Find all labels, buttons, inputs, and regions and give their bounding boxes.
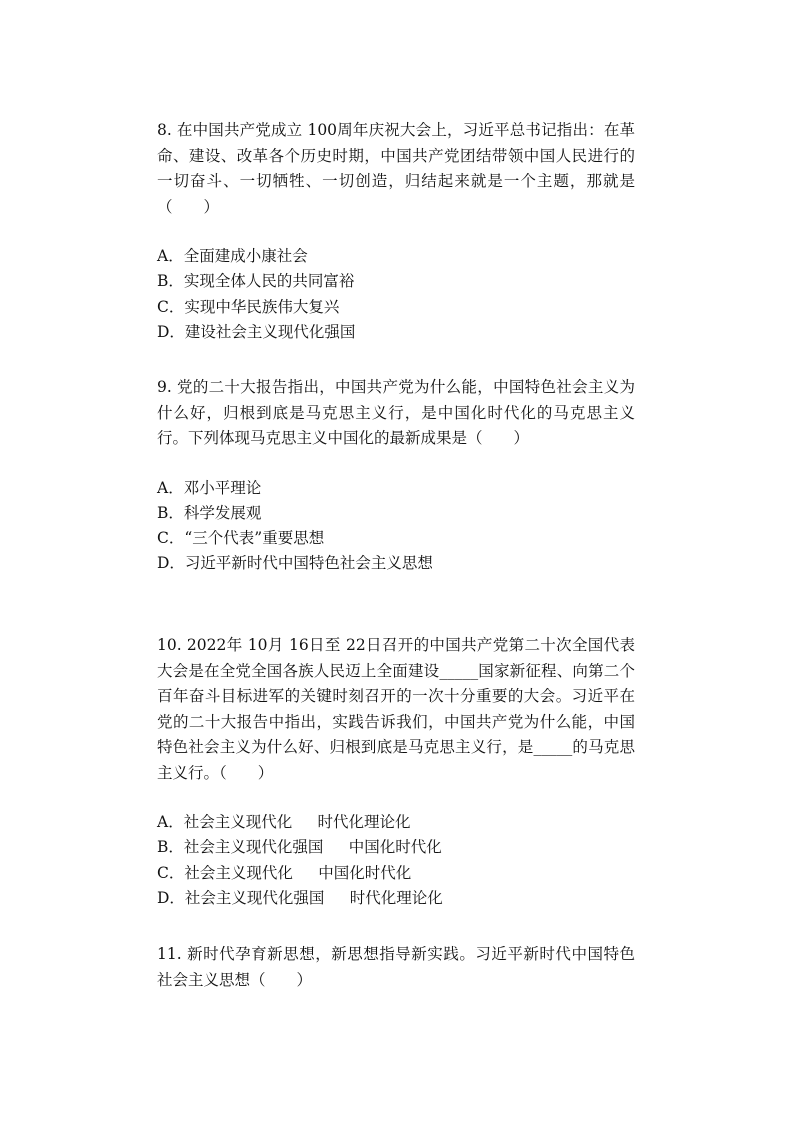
option-d: D．建设社会主义现代化强国 bbox=[157, 322, 356, 341]
question-11 bbox=[157, 942, 635, 993]
option-list bbox=[157, 244, 635, 345]
question-stem: 8. 在中国共产党成立 100周年庆祝大会上，习近平总书记指出：在革命、建设、改革各个历史时期，中国共产党团结带领中国人民进行的一切奋斗、一切牺牲、一切创造，归结起来就是一个主题，那就是（ ） bbox=[157, 121, 635, 216]
question-9 bbox=[157, 375, 635, 577]
option-list bbox=[157, 810, 635, 911]
question-stem: 10. 2022年 10月 16日至 22日召开的中国共产党第二十次全国代表大会是在全党全国各族人民迈上全面建设_____国家新征程、向第二个百年奋斗目标进军的关键时刻召开的一次十分重要的大会。习近平在党的二十大报告中指出，实践告诉我们，中国共产党为什么能，中国特色社会主义为什么好、归根到底是马克思主义行，是_____的马克思主义行。（ ） bbox=[157, 636, 635, 782]
option-d: D．习近平新时代中国特色社会主义思想 bbox=[157, 554, 433, 573]
option-b: B．科学发展观 bbox=[157, 503, 262, 522]
question-stem: 9. 党的二十大报告指出，中国共产党为什么能，中国特色社会主义为什么好，归根到底是马克思主义行，是中国化时代化的马克思主义行。下列体现马克思主义中国化的最新成果是（ ） bbox=[157, 378, 635, 447]
option-b: B．实现全体人民的共同富裕 bbox=[157, 272, 355, 291]
option-a: A．社会主义现代化 时代化理论化 bbox=[157, 813, 411, 831]
option-c: C．实现中华民族伟大复兴 bbox=[157, 297, 340, 316]
question-10 bbox=[157, 633, 635, 911]
question-stem: 11. 新时代孕育新思想，新思想指导新实践。习近平新时代中国特色社会主义思想（ ） bbox=[157, 945, 635, 989]
option-a: A．全面建成小康社会 bbox=[157, 247, 308, 265]
question-8 bbox=[157, 118, 635, 345]
option-list bbox=[157, 476, 635, 577]
option-b: B．社会主义现代化强国 中国化时代化 bbox=[157, 838, 442, 857]
option-d: D．社会主义现代化强国 时代化理论化 bbox=[157, 888, 443, 907]
option-a: A．邓小平理论 bbox=[157, 478, 262, 497]
option-c: C．“三个代表”重要思想 bbox=[157, 529, 325, 548]
option-c: C．社会主义现代化 中国化时代化 bbox=[157, 863, 412, 882]
